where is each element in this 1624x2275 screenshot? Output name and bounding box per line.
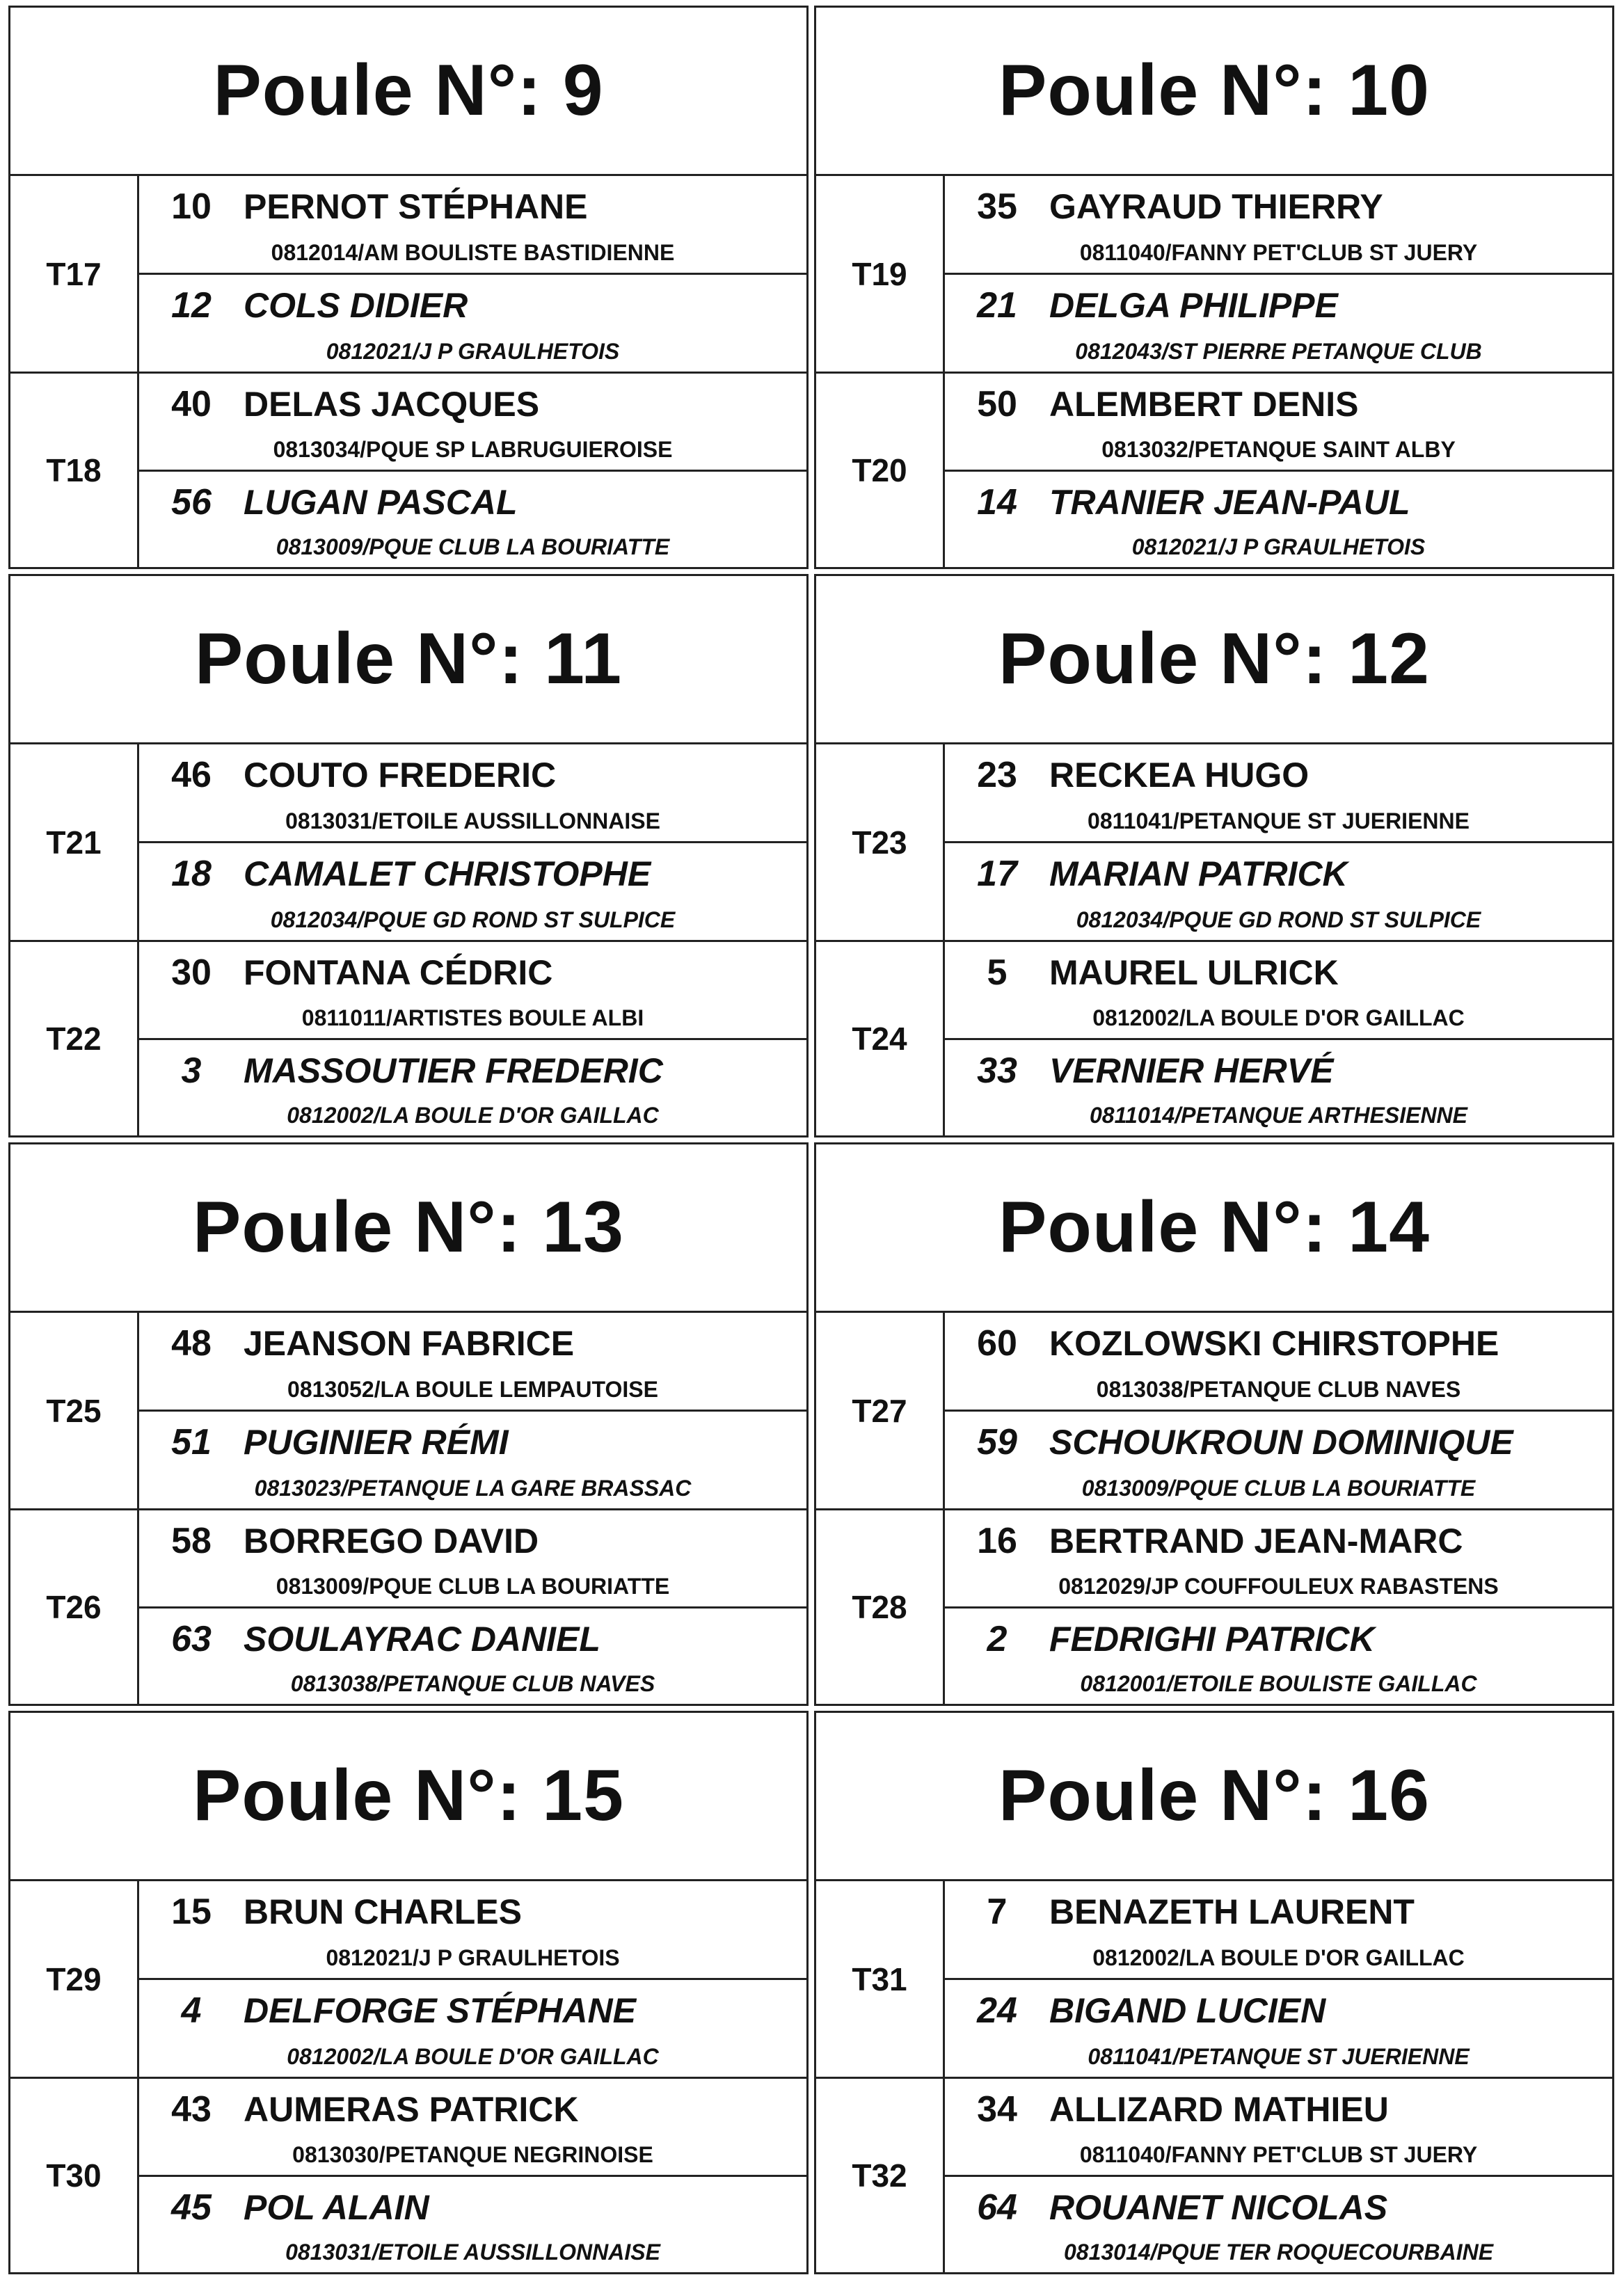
player-line: [139, 2187, 806, 2228]
player-name: ROUANET NICOLAS: [1049, 2187, 1388, 2227]
player-name: BERTRAND JEAN-MARC: [1049, 1522, 1463, 1560]
player-number: 56: [171, 481, 212, 522]
player-club: 0812043/ST PIERRE PETANQUE CLUB: [1075, 339, 1482, 364]
player-club: 0812001/ETOILE BOULISTE GAILLAC: [1080, 1671, 1477, 1696]
players-cell: [139, 744, 806, 940]
player-name: KOZLOWSKI CHIRSTOPHE: [1049, 1324, 1499, 1363]
player-line: [139, 952, 806, 993]
player-name: TRANIER JEAN-PAUL: [1049, 482, 1410, 522]
player-number: 40: [171, 384, 212, 424]
player-line: [945, 1323, 1612, 1364]
poule-tables: [816, 744, 1612, 1135]
table-label: T28: [816, 1510, 945, 1704]
player-line: [945, 2089, 1612, 2130]
player-name: MASSOUTIER FREDERIC: [244, 1051, 663, 1090]
player-name: RECKEA HUGO: [1049, 756, 1309, 795]
player-line: [945, 1891, 1612, 1933]
player-entry: [945, 273, 1612, 372]
player-line: [945, 285, 1612, 326]
player-club: 0812034/PQUE GD ROND ST SULPICE: [1076, 907, 1481, 932]
players-cell: [945, 1881, 1612, 2077]
player-number: 23: [977, 755, 1017, 795]
table-row: [816, 744, 1612, 940]
player-club: 0811040/FANNY PET'CLUB ST JUERY: [1079, 2141, 1478, 2167]
player-club: 0813038/PETANQUE CLUB NAVES: [1096, 1377, 1461, 1402]
player-number: 35: [977, 186, 1017, 227]
player-entry: [139, 273, 806, 372]
table-row: [10, 372, 806, 567]
player-number: 15: [171, 1892, 212, 1932]
player-number: 64: [977, 2187, 1017, 2228]
players-cell: [139, 176, 806, 372]
player-number: 33: [977, 1050, 1017, 1091]
player-line: [139, 285, 806, 326]
table-row: [816, 1313, 1612, 1508]
player-club: 0811041/PETANQUE ST JUERIENNE: [1088, 2044, 1470, 2069]
player-number: 30: [171, 952, 212, 993]
player-club: 0811014/PETANQUE ARTHESIENNE: [1090, 1103, 1467, 1128]
poule-title: Poule N°: 16: [816, 1713, 1612, 1881]
player-entry: [945, 1313, 1612, 1410]
table-row: [816, 372, 1612, 567]
poule-block: [814, 574, 1614, 1138]
player-number: 17: [977, 854, 1017, 894]
players-cell: [139, 1313, 806, 1508]
player-club: 0813030/PETANQUE NEGRINOISE: [292, 2141, 653, 2167]
table-label: T20: [816, 374, 945, 567]
table-row: [816, 1508, 1612, 1704]
player-number: 24: [977, 1990, 1017, 2031]
player-entry: [139, 942, 806, 1038]
table-label: T17: [10, 176, 139, 372]
players-cell: [139, 942, 806, 1135]
player-number: 14: [977, 481, 1017, 522]
player-number: 51: [171, 1422, 212, 1462]
player-entry: [139, 374, 806, 470]
player-number: 58: [171, 1521, 212, 1561]
player-number: 59: [977, 1422, 1017, 1462]
poule-title: Poule N°: 9: [10, 8, 806, 176]
player-number: 12: [171, 285, 212, 326]
player-club: 0811011/ARTISTES BOULE ALBI: [301, 1005, 644, 1030]
player-entry: [945, 2079, 1612, 2175]
player-number: 16: [977, 1521, 1017, 1561]
player-name: DELAS JACQUES: [244, 385, 540, 424]
player-name: DELFORGE STÉPHANE: [244, 1991, 636, 2030]
table-label: T27: [816, 1313, 945, 1508]
table-row: [10, 1508, 806, 1704]
player-club: 0813031/ETOILE AUSSILLONNAISE: [285, 2240, 660, 2265]
players-cell: [945, 2079, 1612, 2272]
poule-tables: [10, 1313, 806, 1704]
player-club: 0813031/ETOILE AUSSILLONNAISE: [285, 808, 660, 833]
player-name: JEANSON FABRICE: [244, 1324, 575, 1363]
poule-block: [814, 1142, 1614, 1706]
player-name: COUTO FREDERIC: [244, 756, 557, 795]
player-entry: [945, 1410, 1612, 1508]
poule-title: Poule N°: 13: [10, 1144, 806, 1313]
table-label: T23: [816, 744, 945, 940]
player-line: [945, 2187, 1612, 2228]
player-line: [945, 952, 1612, 993]
player-line: [139, 853, 806, 895]
poule-title: Poule N°: 10: [816, 8, 1612, 176]
player-name: SCHOUKROUN DOMINIQUE: [1049, 1423, 1513, 1462]
poule-title: Poule N°: 12: [816, 576, 1612, 744]
table-label: T22: [10, 942, 139, 1135]
table-label: T18: [10, 374, 139, 567]
player-number: 34: [977, 2089, 1017, 2130]
player-entry: [945, 1978, 1612, 2077]
player-entry: [945, 470, 1612, 568]
player-name: AUMERAS PATRICK: [244, 2090, 579, 2129]
players-cell: [139, 1881, 806, 2077]
player-line: [945, 1520, 1612, 1562]
player-name: ALEMBERT DENIS: [1049, 385, 1359, 424]
player-club: 0811040/FANNY PET'CLUB ST JUERY: [1079, 240, 1478, 265]
player-number: 43: [171, 2089, 212, 2130]
player-number: 60: [977, 1323, 1017, 1364]
player-number: 18: [171, 854, 212, 894]
player-line: [139, 2089, 806, 2130]
player-club: 0813034/PQUE SP LABRUGUIEROISE: [273, 436, 673, 462]
table-label: T31: [816, 1881, 945, 2077]
table-row: [10, 2077, 806, 2272]
player-name: POL ALAIN: [244, 2187, 429, 2227]
player-entry: [139, 1313, 806, 1410]
poule-block: [8, 6, 809, 569]
player-club: 0813038/PETANQUE CLUB NAVES: [290, 1671, 655, 1696]
player-entry: [945, 2175, 1612, 2273]
table-label: T26: [10, 1510, 139, 1704]
table-row: [10, 176, 806, 372]
player-entry: [945, 1606, 1612, 1705]
players-cell: [945, 374, 1612, 567]
poule-title: Poule N°: 15: [10, 1713, 806, 1881]
player-entry: [139, 1410, 806, 1508]
table-label: T30: [10, 2079, 139, 2272]
players-cell: [139, 2079, 806, 2272]
table-row: [10, 1313, 806, 1508]
player-number: 50: [977, 384, 1017, 424]
player-entry: [945, 176, 1612, 273]
table-row: [816, 940, 1612, 1135]
player-line: [139, 1618, 806, 1660]
player-club: 0813009/PQUE CLUB LA BOURIATTE: [276, 534, 670, 559]
player-entry: [139, 1978, 806, 2077]
table-label: T29: [10, 1881, 139, 2077]
player-entry: [139, 744, 806, 841]
player-club: 0812021/J P GRAULHETOIS: [326, 1945, 620, 1970]
player-club: 0813023/PETANQUE LA GARE BRASSAC: [254, 1476, 692, 1501]
player-number: 21: [977, 285, 1017, 326]
player-line: [139, 1050, 806, 1092]
player-club: 0813032/PETANQUE SAINT ALBY: [1101, 436, 1456, 462]
players-cell: [945, 942, 1612, 1135]
players-cell: [945, 744, 1612, 940]
player-entry: [139, 176, 806, 273]
player-club: 0813014/PQUE TER ROQUECOURBAINE: [1063, 2240, 1494, 2265]
player-name: LUGAN PASCAL: [244, 482, 518, 522]
poule-block: [8, 1711, 809, 2274]
player-number: 7: [987, 1892, 1008, 1932]
player-club: 0812021/J P GRAULHETOIS: [1131, 534, 1426, 559]
table-row: [816, 176, 1612, 372]
player-club: 0812021/J P GRAULHETOIS: [326, 339, 620, 364]
player-number: 3: [181, 1050, 202, 1091]
player-entry: [139, 2175, 806, 2273]
player-entry: [139, 470, 806, 568]
player-number: 10: [171, 186, 212, 227]
table-row: [10, 940, 806, 1135]
players-cell: [945, 1313, 1612, 1508]
player-club: 0812002/LA BOULE D'OR GAILLAC: [287, 2044, 659, 2069]
poule-tables: [10, 744, 806, 1135]
player-number: 63: [171, 1618, 212, 1659]
player-name: BORREGO DAVID: [244, 1522, 539, 1560]
players-cell: [945, 176, 1612, 372]
player-name: GAYRAUD THIERRY: [1049, 187, 1383, 226]
player-line: [945, 186, 1612, 228]
poule-tables: [816, 176, 1612, 567]
player-number: 48: [171, 1323, 212, 1364]
player-club: 0813009/PQUE CLUB LA BOURIATTE: [276, 1573, 670, 1599]
player-line: [945, 754, 1612, 796]
player-name: PERNOT STÉPHANE: [244, 187, 588, 226]
player-club: 0813009/PQUE CLUB LA BOURIATTE: [1081, 1476, 1476, 1501]
players-cell: [139, 374, 806, 567]
table-row: [816, 1881, 1612, 2077]
poule-block: [8, 574, 809, 1138]
table-row: [816, 2077, 1612, 2272]
player-line: [139, 383, 806, 425]
player-line: [945, 853, 1612, 895]
table-label: T21: [10, 744, 139, 940]
players-cell: [139, 1510, 806, 1704]
player-number: 46: [171, 755, 212, 795]
player-name: MARIAN PATRICK: [1049, 854, 1348, 893]
player-club: 0812034/PQUE GD ROND ST SULPICE: [270, 907, 676, 932]
player-club: 0812029/JP COUFFOULEUX RABASTENS: [1058, 1573, 1499, 1599]
poule-tables: [816, 1313, 1612, 1704]
player-number: 4: [181, 1990, 202, 2031]
player-line: [945, 481, 1612, 523]
table-label: T24: [816, 942, 945, 1135]
player-entry: [945, 1881, 1612, 1978]
poule-block: [8, 1142, 809, 1706]
poule-tables: [816, 1881, 1612, 2272]
player-line: [139, 1520, 806, 1562]
player-club: 0812002/LA BOULE D'OR GAILLAC: [1092, 1005, 1465, 1030]
player-line: [139, 481, 806, 523]
player-entry: [139, 1881, 806, 1978]
poule-tables: [10, 176, 806, 567]
player-name: VERNIER HERVÉ: [1049, 1051, 1334, 1090]
player-entry: [945, 942, 1612, 1038]
player-line: [139, 1990, 806, 2031]
player-name: PUGINIER RÉMI: [244, 1423, 509, 1462]
player-entry: [945, 1038, 1612, 1136]
player-number: 2: [987, 1618, 1008, 1659]
player-entry: [945, 374, 1612, 470]
player-line: [139, 1421, 806, 1463]
player-line: [139, 1323, 806, 1364]
player-entry: [139, 1038, 806, 1136]
player-name: BIGAND LUCIEN: [1049, 1991, 1326, 2030]
player-line: [139, 754, 806, 796]
player-club: 0812014/AM BOULISTE BASTIDIENNE: [271, 240, 675, 265]
player-club: 0812002/LA BOULE D'OR GAILLAC: [287, 1103, 659, 1128]
table-label: T25: [10, 1313, 139, 1508]
player-entry: [139, 841, 806, 940]
poule-title: Poule N°: 11: [10, 576, 806, 744]
player-line: [139, 186, 806, 228]
player-line: [945, 1050, 1612, 1092]
player-name: CAMALET CHRISTOPHE: [244, 854, 651, 893]
player-line: [945, 1421, 1612, 1463]
player-entry: [945, 841, 1612, 940]
player-entry: [139, 1510, 806, 1606]
player-name: ALLIZARD MATHIEU: [1049, 2090, 1389, 2129]
player-entry: [139, 1606, 806, 1705]
table-row: [10, 744, 806, 940]
player-number: 45: [171, 2187, 212, 2228]
player-name: MAUREL ULRICK: [1049, 953, 1339, 992]
player-line: [945, 1990, 1612, 2031]
player-name: SOULAYRAC DANIEL: [244, 1619, 600, 1659]
player-name: DELGA PHILIPPE: [1049, 286, 1338, 325]
player-line: [945, 1618, 1612, 1660]
player-line: [945, 383, 1612, 425]
player-line: [139, 1891, 806, 1933]
player-name: FONTANA CÉDRIC: [244, 953, 553, 992]
players-cell: [945, 1510, 1612, 1704]
player-entry: [139, 2079, 806, 2175]
player-number: 5: [987, 952, 1008, 993]
player-name: FEDRIGHI PATRICK: [1049, 1619, 1375, 1659]
poule-block: [814, 6, 1614, 569]
player-name: BENAZETH LAURENT: [1049, 1892, 1415, 1931]
player-club: 0811041/PETANQUE ST JUERIENNE: [1088, 808, 1470, 833]
player-entry: [945, 1510, 1612, 1606]
player-club: 0813052/LA BOULE LEMPAUTOISE: [287, 1377, 658, 1402]
poule-block: [814, 1711, 1614, 2274]
poule-title: Poule N°: 14: [816, 1144, 1612, 1313]
player-name: BRUN CHARLES: [244, 1892, 522, 1931]
poule-tables: [10, 1881, 806, 2272]
table-label: T19: [816, 176, 945, 372]
table-row: [10, 1881, 806, 2077]
player-name: COLS DIDIER: [244, 286, 468, 325]
player-club: 0812002/LA BOULE D'OR GAILLAC: [1092, 1945, 1465, 1970]
table-label: T32: [816, 2079, 945, 2272]
player-entry: [945, 744, 1612, 841]
